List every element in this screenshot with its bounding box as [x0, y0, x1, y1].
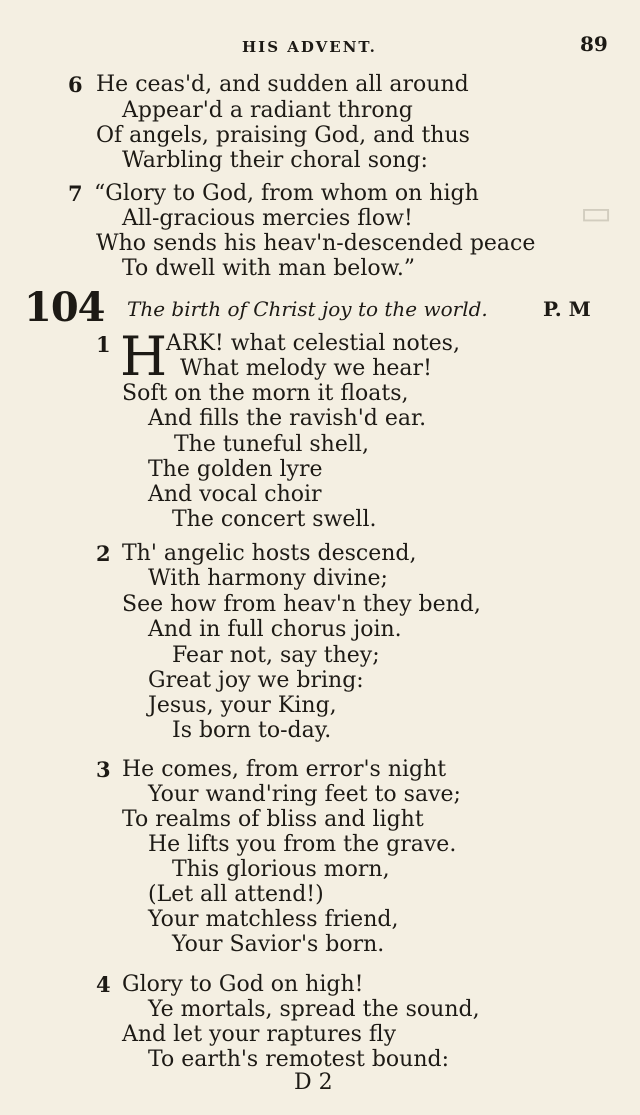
verse-line: Th' angelic hosts descend,	[122, 541, 417, 566]
verse-line: Ye mortals, spread the sound,	[148, 997, 480, 1022]
verse-line: Your wand'ring feet to save;	[148, 782, 461, 807]
verse-line: To realms of bliss and light	[122, 807, 424, 832]
verse-line: What melody we hear!	[180, 356, 432, 381]
verse-line: And fills the ravish'd ear.	[148, 406, 427, 431]
verse-line: To dwell with man below.”	[122, 256, 416, 281]
verse-line: He ceas'd, and sudden all around	[96, 72, 469, 97]
verse-line: He comes, from error's night	[122, 757, 447, 782]
verse-line: ARK! what celestial notes,	[166, 331, 460, 356]
verse-line: And let your raptures fly	[122, 1022, 397, 1047]
verse-line: The concert swell.	[172, 507, 377, 532]
verse-line: Is born to-day.	[172, 718, 332, 743]
verse-number: 4	[96, 972, 111, 997]
drop-cap: H	[120, 325, 168, 388]
verse-line: To earth's remotest bound:	[148, 1047, 449, 1072]
verse-line: All-gracious mercies flow!	[122, 206, 413, 231]
running-head: HIS ADVENT.	[242, 38, 377, 56]
verse-line: With harmony divine;	[148, 566, 388, 591]
verse-line: (Let all attend!)	[148, 882, 324, 907]
verse-number: 6	[68, 72, 83, 97]
verse-number: 7	[68, 181, 83, 206]
verse-line: Great joy we bring:	[148, 668, 364, 693]
verse-line: The golden lyre	[148, 457, 323, 482]
verse-line: And in full chorus join.	[148, 617, 402, 642]
verse-line: Jesus, your King,	[148, 693, 337, 718]
verse-line: He lifts you from the grave.	[148, 832, 457, 857]
bleed-through: ▭	[580, 193, 613, 233]
verse-line: Glory to God on high!	[122, 972, 364, 997]
hymn-title: The birth of Christ joy to the world.	[127, 297, 488, 321]
verse-line: Fear not, say they;	[172, 643, 380, 668]
verse-number: 2	[96, 541, 111, 566]
verse-line: Soft on the morn it floats,	[122, 381, 409, 406]
verse-line: The tuneful shell,	[174, 432, 369, 457]
verse-line: “Glory to God, from whom on high	[94, 181, 479, 206]
verse-line: See how from heav'n they bend,	[122, 592, 481, 617]
hymn-number: 104	[24, 284, 105, 331]
signature-mark: D 2	[294, 1070, 333, 1095]
verse-line: Warbling their choral song:	[122, 148, 428, 173]
verse-line: Your matchless friend,	[148, 907, 399, 932]
verse-line: Your Savior's born.	[172, 932, 385, 957]
verse-line: This glorious morn,	[172, 857, 390, 882]
hymn-meter: P. M	[543, 297, 591, 321]
verse-line: Who sends his heav'n-descended peace	[96, 231, 536, 256]
verse-number: 3	[96, 757, 111, 782]
verse-line: Of angels, praising God, and thus	[96, 123, 470, 148]
verse-line: Appear'd a radiant throng	[122, 98, 413, 123]
verse-number: 1	[96, 332, 111, 357]
verse-line: And vocal choir	[148, 482, 322, 507]
page-number: 89	[580, 32, 608, 56]
